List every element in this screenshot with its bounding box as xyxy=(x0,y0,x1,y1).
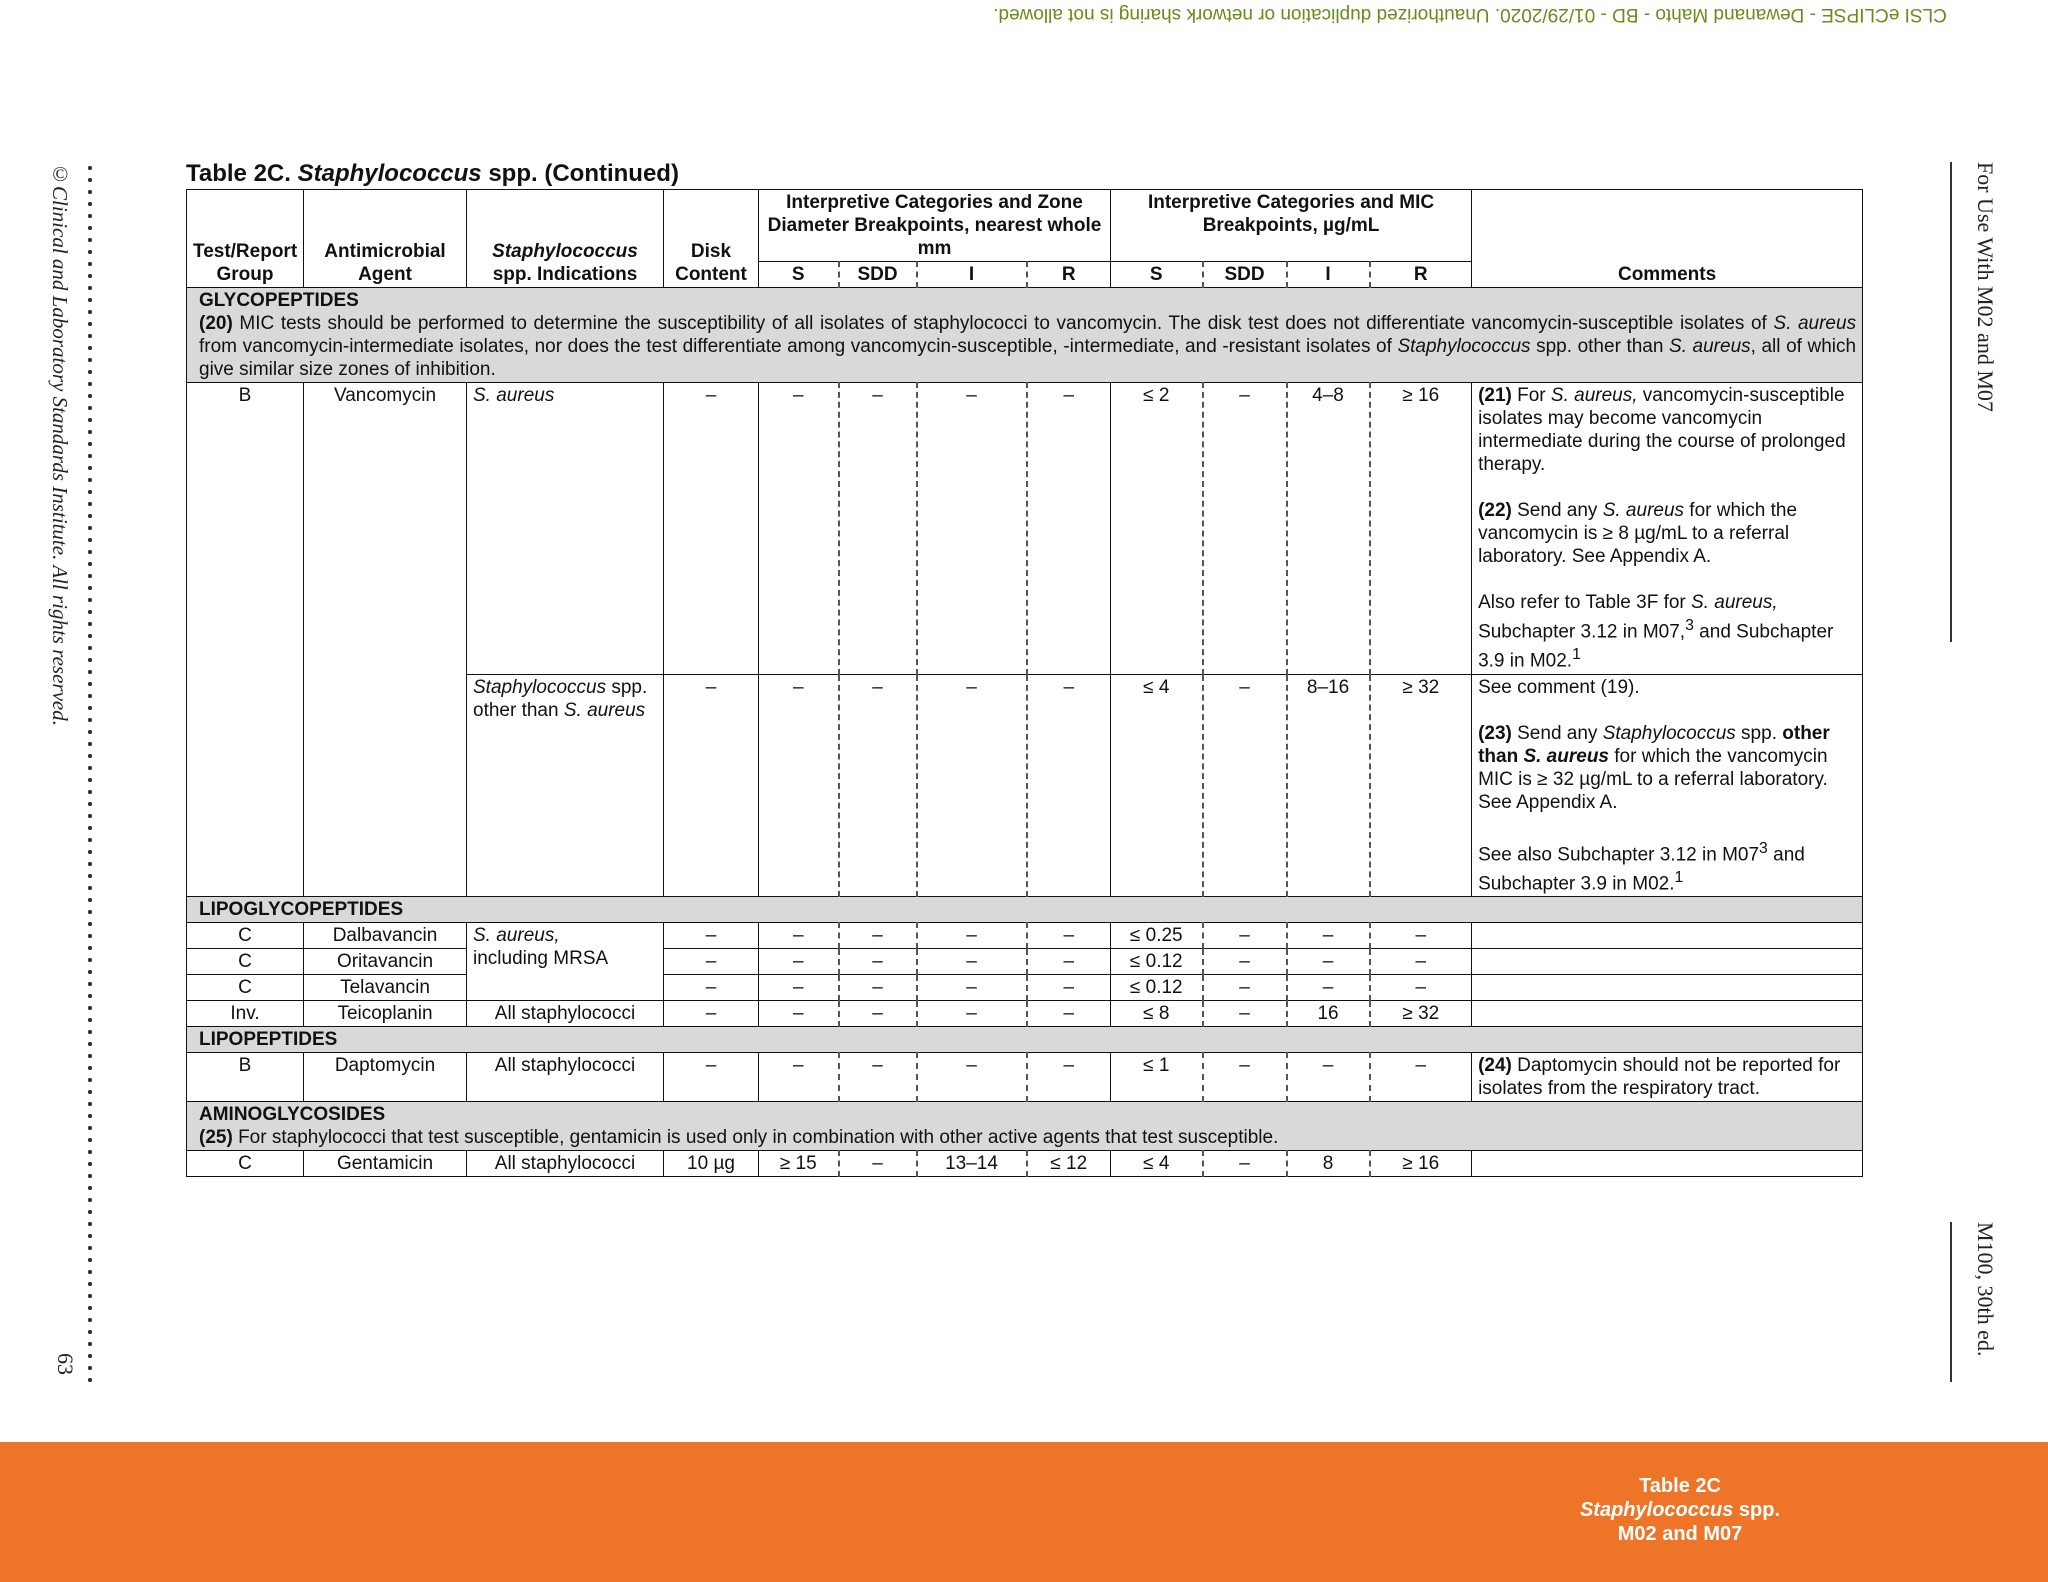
cell-zone-i: – xyxy=(917,1001,1027,1027)
cell-mic-i: – xyxy=(1287,1053,1370,1102)
table-title xyxy=(186,160,679,188)
cell-zone-s: – xyxy=(759,1053,839,1102)
cell-indication: All staphylococci xyxy=(467,1001,664,1027)
cell-mic-s: ≤ 0.12 xyxy=(1111,949,1203,975)
watermark-text: CLSI eCLIPSE - Dewanand Mahto - BD - 01/29/2020. Unauthorized duplication or network sharing is not allowed. xyxy=(993,4,1947,25)
cell-mic-s: ≤ 4 xyxy=(1111,1151,1203,1177)
comment-23-bold-italic: S. aureus xyxy=(1523,745,1609,767)
cell-mic-r: ≥ 32 xyxy=(1370,1001,1472,1027)
note-20-number: (20) xyxy=(199,313,233,334)
note-20-text-3: spp. other than xyxy=(1530,336,1670,357)
table-row-teicoplanin xyxy=(187,1001,1863,1027)
header-antimicrobial-agent: Antimicrobial Agent xyxy=(304,190,467,288)
cell-indication xyxy=(467,674,664,897)
cell-zone-sdd: – xyxy=(839,1001,917,1027)
header-indications-organism: Staphylococcus xyxy=(492,241,638,262)
cell-mic-s: ≤ 2 xyxy=(1111,383,1203,675)
cell-mic-r: – xyxy=(1370,949,1472,975)
comment-also-text-c: and Subchapter 3.9 in M02. xyxy=(1478,621,1834,672)
cell-zone-s: – xyxy=(759,975,839,1001)
cell-mic-sdd: – xyxy=(1203,975,1287,1001)
cell-zone-i: – xyxy=(917,923,1027,949)
cell-zone-r: – xyxy=(1027,674,1111,897)
cell-mic-sdd: – xyxy=(1203,1001,1287,1027)
cell-mic-r: ≥ 16 xyxy=(1370,1151,1472,1177)
comment-21-text-b: vancomycin-susceptible isolates may become vancomycin intermediate during the course of prolonged therapy. xyxy=(1478,385,1846,475)
comment-23-text-a: Send any xyxy=(1511,722,1603,744)
cell-group: C xyxy=(187,923,304,949)
title-suffix: spp. (Continued) xyxy=(481,160,679,187)
comment-21-number: (21) xyxy=(1478,385,1512,406)
header-zone-r: R xyxy=(1027,262,1111,288)
cell-zone-s: – xyxy=(759,383,839,675)
cell-comments xyxy=(1472,975,1863,1001)
header-zone-sdd: SDD xyxy=(839,262,917,288)
cell-mic-r: – xyxy=(1370,975,1472,1001)
cell-disk: – xyxy=(664,1001,759,1027)
cell-indication: All staphylococci xyxy=(467,1053,664,1102)
comment-see-text-a: See also Subchapter 3.12 in M07 xyxy=(1478,843,1760,865)
cell-agent: Telavancin xyxy=(304,975,467,1001)
section-title-aminoglycosides: AMINOGLYCOSIDES xyxy=(199,1104,386,1126)
comment-22-text-a: Send any xyxy=(1511,500,1603,521)
comment-also-text-a: Also refer to Table 3F for xyxy=(1478,592,1692,613)
comment-23-italic: Staphylococcus xyxy=(1602,722,1736,744)
header-mic-sdd: SDD xyxy=(1203,262,1287,288)
header-indications-rest: spp. Indications xyxy=(492,264,638,285)
cell-zone-r: – xyxy=(1027,1001,1111,1027)
indication-mrsa-italic: S. aureus, xyxy=(473,925,560,947)
section-title-lipopeptides: LIPOPEPTIDES xyxy=(187,1027,1863,1053)
comment-21-text-a: For xyxy=(1511,385,1551,406)
comment-see-sup-1: 3 xyxy=(1759,839,1768,857)
cell-zone-sdd: – xyxy=(839,975,917,1001)
table-row-vancomycin-saureus xyxy=(187,383,1863,675)
cell-mic-sdd: – xyxy=(1203,674,1287,897)
header-mic-group: Interpretive Categories and MIC Breakpoints, µg/mL xyxy=(1111,190,1472,262)
title-organism: Staphylococcus xyxy=(297,160,482,187)
comment-22-italic: S. aureus xyxy=(1602,500,1685,521)
cell-mic-i: 8 xyxy=(1287,1151,1370,1177)
cell-zone-sdd: – xyxy=(839,1053,917,1102)
note-25-number: (25) xyxy=(199,1127,233,1149)
cell-agent: Vancomycin xyxy=(304,383,467,897)
cell-agent: Daptomycin xyxy=(304,1053,467,1102)
breakpoint-table xyxy=(186,189,1863,1177)
note-25-text: For staphylococci that test susceptible, gentamicin is used only in combination with other active agents that test susceptible. xyxy=(232,1127,1279,1149)
table-row-oritavancin xyxy=(187,949,1863,975)
cell-indication: All staphylococci xyxy=(467,1151,664,1177)
header-mic-i: I xyxy=(1287,262,1370,288)
cell-comments xyxy=(1472,674,1863,897)
cell-zone-i: – xyxy=(917,383,1027,675)
cell-comments xyxy=(1472,1053,1863,1102)
footer-tab-line-1: Table 2C xyxy=(1639,1475,1721,1497)
comment-23 xyxy=(1478,722,1856,814)
cell-comments xyxy=(1472,383,1863,675)
comment-23-text-c: for which the vancomycin MIC is ≥ 32 µg/mL to a referral laboratory. See Appendix A. xyxy=(1478,745,1828,813)
section-row-glycopeptides xyxy=(187,288,1863,383)
header-zone-group: Interpretive Categories and Zone Diameter Breakpoints, nearest whole mm xyxy=(759,190,1111,262)
footer-tab-label xyxy=(1560,1474,1800,1546)
comment-see-also xyxy=(1478,837,1856,896)
dotted-margin-rule xyxy=(86,162,94,1382)
table-row-gentamicin xyxy=(187,1151,1863,1177)
section-row-aminoglycosides xyxy=(187,1102,1863,1151)
cell-group: Inv. xyxy=(187,1001,304,1027)
section-glycopeptides xyxy=(187,288,1863,383)
cell-disk: – xyxy=(664,923,759,949)
cell-group: C xyxy=(187,975,304,1001)
title-prefix: Table 2C. xyxy=(186,160,298,187)
cell-mic-r: ≥ 16 xyxy=(1370,383,1472,675)
cell-mic-i: 16 xyxy=(1287,1001,1370,1027)
header-disk-content: Disk Content xyxy=(664,190,759,288)
comment-22-number: (22) xyxy=(1478,500,1512,521)
comment-also-sup-1: 3 xyxy=(1685,617,1694,634)
comment-see-text-b: and Subchapter 3.9 in M02. xyxy=(1478,843,1805,895)
cell-agent: Gentamicin xyxy=(304,1151,467,1177)
cell-mic-i: – xyxy=(1287,949,1370,975)
note-20-text-4: , all of which give similar size zones of inhibition. xyxy=(199,336,1857,380)
cell-group: C xyxy=(187,949,304,975)
cell-mic-i: – xyxy=(1287,923,1370,949)
cell-agent: Dalbavancin xyxy=(304,923,467,949)
table-row-telavancin xyxy=(187,975,1863,1001)
comment-23-number: (23) xyxy=(1478,722,1512,744)
running-header-edition: M100, 30th ed. xyxy=(1950,1222,1998,1382)
indication-other-text: spp. other than xyxy=(473,676,648,721)
indication-other-italic-1: Staphylococcus xyxy=(473,676,607,698)
cell-zone-i: – xyxy=(917,674,1027,897)
cell-zone-s: – xyxy=(759,923,839,949)
section-title-glycopeptides: GLYCOPEPTIDES xyxy=(199,290,359,311)
comment-22 xyxy=(1478,499,1856,568)
cell-mic-sdd: – xyxy=(1203,923,1287,949)
cell-group: C xyxy=(187,1151,304,1177)
cell-zone-s: ≥ 15 xyxy=(759,1151,839,1177)
cell-zone-r: ≤ 12 xyxy=(1027,1151,1111,1177)
cell-indication xyxy=(467,383,664,675)
cell-disk: – xyxy=(664,383,759,675)
cell-zone-s: – xyxy=(759,949,839,975)
section-title-lipoglycopeptides: LIPOGLYCOPEPTIDES xyxy=(187,897,1863,923)
header-comments: Comments xyxy=(1472,190,1863,288)
indication-mrsa-text: including MRSA xyxy=(473,948,609,970)
cell-mic-sdd: – xyxy=(1203,1151,1287,1177)
cell-zone-s: – xyxy=(759,674,839,897)
header-mic-s: S xyxy=(1111,262,1203,288)
header-test-report-group: Test/Report Group xyxy=(187,190,304,288)
header-mic-r: R xyxy=(1370,262,1472,288)
comment-22-text-b: for which the vancomycin is ≥ 8 µg/mL to a referral laboratory. See Appendix A. xyxy=(1478,500,1798,567)
cell-disk: 10 µg xyxy=(664,1151,759,1177)
cell-zone-sdd: – xyxy=(839,674,917,897)
comment-24-text: Daptomycin should not be reported for isolates from the respiratory tract. xyxy=(1478,1055,1841,1100)
comment-19-ref: See comment (19). xyxy=(1478,676,1640,698)
cell-mic-i: 4–8 xyxy=(1287,383,1370,675)
note-20-italic-2: Staphylococcus xyxy=(1397,336,1531,357)
cell-zone-i: 13–14 xyxy=(917,1151,1027,1177)
comment-21 xyxy=(1478,384,1856,476)
cell-mic-sdd: – xyxy=(1203,1053,1287,1102)
footer-tab-line-3: M02 and M07 xyxy=(1617,1523,1743,1545)
header-indications xyxy=(467,190,664,288)
cell-group: B xyxy=(187,1053,304,1102)
comment-see-sup-2: 1 xyxy=(1674,868,1684,886)
table-row-daptomycin xyxy=(187,1053,1863,1102)
cell-zone-i: – xyxy=(917,1053,1027,1102)
section-row-lipopeptides xyxy=(187,1027,1863,1053)
cell-group: B xyxy=(187,383,304,897)
comment-also-italic: S. aureus, xyxy=(1691,592,1778,613)
indication-other-italic-2: S. aureus xyxy=(563,699,646,721)
header-zone-s: S xyxy=(759,262,839,288)
footer-tab-organism: Staphylococcus xyxy=(1579,1499,1734,1521)
comment-23-bold: other than xyxy=(1478,722,1830,767)
note-20-text-2: from vancomycin-intermediate isolates, nor does the test differentiate among vancomycin-susceptible, -intermediate, and -resistant isolates of xyxy=(199,336,1398,357)
note-20-italic-3: S. aureus xyxy=(1669,336,1751,357)
cell-zone-i: – xyxy=(917,949,1027,975)
page-number: 63 xyxy=(53,1353,78,1375)
indication-saureus: S. aureus xyxy=(473,385,555,406)
cell-zone-r: – xyxy=(1027,975,1111,1001)
cell-disk: – xyxy=(664,949,759,975)
table-row-dalbavancin xyxy=(187,923,1863,949)
cell-comments xyxy=(1472,949,1863,975)
comment-also-refer xyxy=(1478,591,1856,673)
cell-zone-r: – xyxy=(1027,949,1111,975)
cell-indication-mrsa xyxy=(467,923,664,1001)
cell-comments xyxy=(1472,1151,1863,1177)
cell-mic-r: ≥ 32 xyxy=(1370,674,1472,897)
cell-comments xyxy=(1472,923,1863,949)
cell-disk: – xyxy=(664,674,759,897)
cell-agent: Oritavancin xyxy=(304,949,467,975)
cell-zone-r: – xyxy=(1027,923,1111,949)
cell-disk: – xyxy=(664,975,759,1001)
section-aminoglycosides xyxy=(187,1102,1863,1151)
section-row-lipoglycopeptides xyxy=(187,897,1863,923)
cell-zone-i: – xyxy=(917,975,1027,1001)
cell-mic-r: – xyxy=(1370,923,1472,949)
cell-mic-sdd: – xyxy=(1203,383,1287,675)
cell-comments xyxy=(1472,1001,1863,1027)
cell-zone-sdd: – xyxy=(839,949,917,975)
cell-mic-sdd: – xyxy=(1203,949,1287,975)
cell-mic-r: – xyxy=(1370,1053,1472,1102)
note-20-italic-1: S. aureus xyxy=(1773,313,1857,334)
cell-mic-s: ≤ 0.12 xyxy=(1111,975,1203,1001)
comment-also-text-b: Subchapter 3.12 in M07, xyxy=(1478,621,1686,643)
running-header-standards: For Use With M02 and M07 xyxy=(1950,162,1998,642)
cell-zone-sdd: – xyxy=(839,923,917,949)
cell-agent: Teicoplanin xyxy=(304,1001,467,1027)
comment-also-sup-2: 1 xyxy=(1572,646,1581,664)
cell-mic-s: ≤ 8 xyxy=(1111,1001,1203,1027)
cell-zone-s: – xyxy=(759,1001,839,1027)
comment-21-italic: S. aureus, xyxy=(1550,385,1638,406)
comment-24-number: (24) xyxy=(1478,1055,1512,1077)
comment-23-text-b: spp. xyxy=(1735,722,1783,744)
footer-tab-line-2 xyxy=(1560,1498,1800,1522)
cell-mic-s: ≤ 4 xyxy=(1111,674,1203,897)
cell-zone-r: – xyxy=(1027,1053,1111,1102)
footer-tab-spp: spp. xyxy=(1733,1499,1781,1521)
copyright-notice: ©Clinical and Laboratory Standards Institute. All rights reserved. xyxy=(48,162,72,726)
cell-mic-s: ≤ 1 xyxy=(1111,1053,1203,1102)
cell-mic-s: ≤ 0.25 xyxy=(1111,923,1203,949)
note-20-text-1: MIC tests should be performed to determine the susceptibility of all isolates of staphylococci to vancomycin. The disk test does not differentiate vancomycin-susceptible isolates of xyxy=(232,313,1774,334)
cell-zone-sdd: – xyxy=(839,1151,917,1177)
cell-disk: – xyxy=(664,1053,759,1102)
cell-zone-sdd: – xyxy=(839,383,917,675)
cell-mic-i: 8–16 xyxy=(1287,674,1370,897)
header-row-1 xyxy=(187,190,1863,262)
header-zone-i: I xyxy=(917,262,1027,288)
cell-zone-r: – xyxy=(1027,383,1111,675)
cell-mic-i: – xyxy=(1287,975,1370,1001)
